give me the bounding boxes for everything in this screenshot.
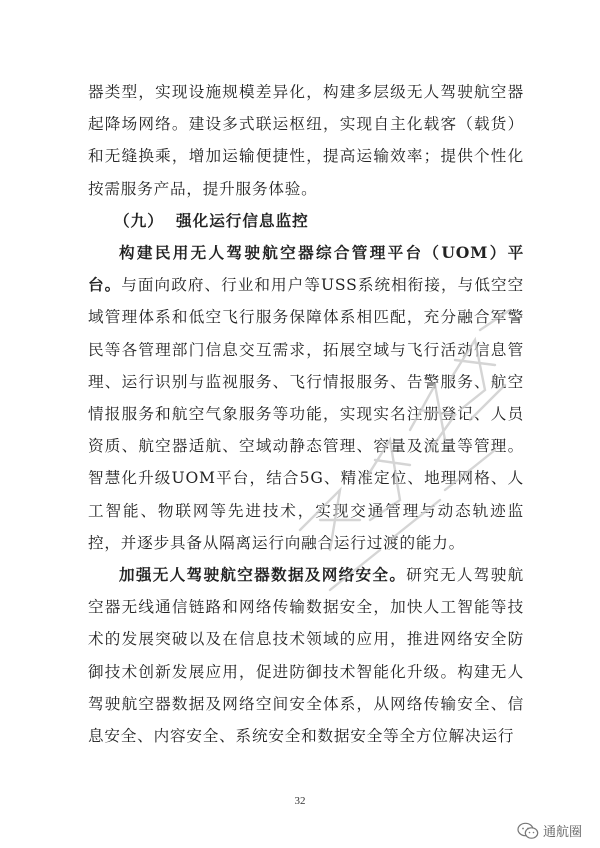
paragraph-lead: 构建民用无人驾驶航空器综合管理平台（UOM）平台。 bbox=[88, 243, 524, 295]
paragraph-text: 研究无人驾驶航空器无线通信链路和网络传输数据安全，加快人工智能等技术的发展突破以及在信息技术领域的应用，推进网络安全防御技术创新发展应用，促进防御技术智能化升级。构建无人驾驶航空器数据及网络空间安全体系，从网络传输安全、信息安全、内容安全、系统安全和数据安全等全方位解决运行 bbox=[88, 566, 524, 746]
section-title: 强化运行信息监控 bbox=[176, 210, 309, 230]
wechat-icon bbox=[517, 822, 539, 840]
watermark-badge bbox=[517, 821, 582, 840]
document-body bbox=[88, 76, 524, 752]
paragraph-lead: 加强无人驾驶航空器数据及网络安全。 bbox=[119, 565, 407, 585]
section-number: （九） bbox=[114, 210, 164, 230]
section-heading bbox=[88, 205, 524, 237]
page-number: 32 bbox=[294, 795, 306, 807]
paragraph-text: 与面向政府、行业和用户等USS系统相衔接，与低空空域管理体系和低空飞行服务保障体系相匹配，充分融合军警民等各管理部门信息交互需求，拓展空域与飞行活动信息管理、运行识别与监视服务、飞行情报服务、告警服务、航空情报服务和航空气象服务等功能，实现实名注册登记、人员资质、航空器适航、空域动静态管理、容量及流量等管理。智慧化升级UOM平台，结合5G、精准定位、地理网格、人工智能、物联网等先进技术，实现交通管理与动态轨迹监控，并逐步具备从隔离运行向融合运行过渡的能力。 bbox=[88, 276, 524, 552]
paragraph-data-security bbox=[88, 559, 524, 752]
paragraph-continuation: 器类型，实现设施规模差异化，构建多层级无人驾驶航空器起降场网络。建设多式联运枢纽，实现自主化载客（载货）和无缝换乘，增加运输便捷性，提高运输效率；提供个性化按需服务产品，提升服务体验。 bbox=[88, 83, 524, 198]
paragraph-uom-platform bbox=[88, 237, 524, 559]
badge-text: 通航圈 bbox=[542, 825, 582, 840]
